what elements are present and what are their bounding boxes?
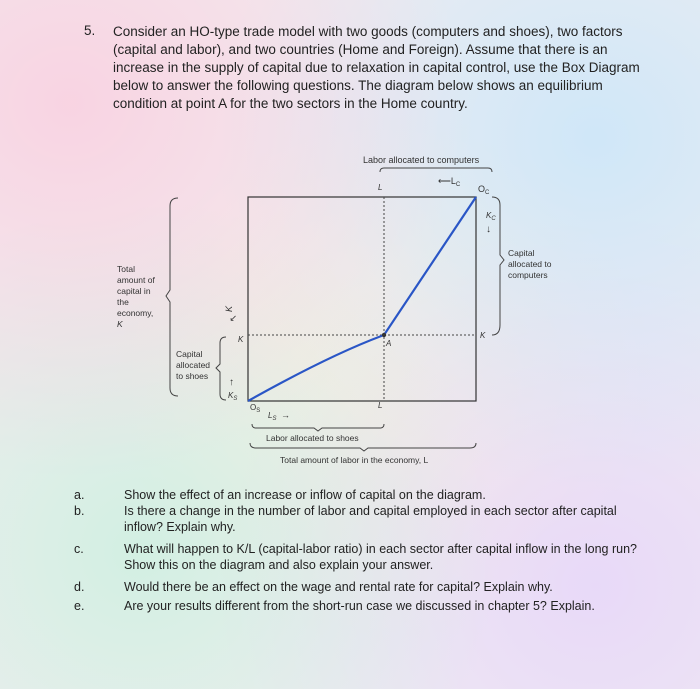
point-A <box>382 333 386 337</box>
Oc-label: $O_C$ <box>478 184 490 196</box>
top-bracket <box>380 168 492 172</box>
K-axis-rotated-label: K <box>224 305 234 312</box>
capital-to-computers-line2: allocated to <box>508 259 552 269</box>
question-text: Consider an HO-type trade model with two goods (computers and shoes), two factors (capital and labor), and two countries (Home and Foreign). Assume that there is an increase in the supply of capital due to relaxation in capital control, use the Box Diagram below to answer the following questions. The diagram below shows an equilibrium condition at point A for the two sectors in the Home country. <box>113 24 640 111</box>
subquestion-b-letter: b. <box>74 504 85 518</box>
question-number: 5. <box>84 23 96 38</box>
total-capital-line5: economy, <box>117 308 154 318</box>
subquestion-c-text: What will happen to K/L (capital-labor ratio) in each sector after capital inflow in the long run? Show this on the diagram and also explain your answer. <box>124 542 638 572</box>
subquestion-e-letter: e. <box>74 599 85 613</box>
Ls-arrow: → <box>281 410 290 420</box>
subquestion-a-letter: a. <box>74 488 85 502</box>
subquestion-a-text: Show the effect of an increase or inflow of capital on the diagram. <box>124 488 486 502</box>
total-capital-line1: Total <box>117 264 135 274</box>
K-axis-arrow: ↖ <box>228 314 238 322</box>
total-labor-label: Total amount of labor in the economy, L <box>280 455 429 465</box>
Kc-arrow: ↓ <box>486 224 491 235</box>
capital-to-shoes-line1: Capital <box>176 349 203 359</box>
capital-to-computers-line1: Capital <box>508 248 535 258</box>
subquestion-b-text: Is there a change in the number of labor and capital employed in each sector after capital inflow? Explain why. <box>124 504 617 534</box>
Ks-label: $K_S$ <box>228 391 238 402</box>
total-capital-line4: the <box>117 297 129 307</box>
capital-to-shoes-line3: to shoes <box>176 371 209 381</box>
K-left-label: K <box>238 335 244 344</box>
total-capital-line3: capital in <box>117 286 151 296</box>
K-right-label: K <box>480 331 486 340</box>
subquestion-e-text: Are your results different from the short-run case we discussed in chapter 5? Explain. <box>124 599 595 613</box>
Ks-arrow: ↑ <box>229 377 234 388</box>
capital-to-computers-line3: computers <box>508 270 548 280</box>
total-capital-line2: amount of <box>117 275 155 285</box>
total-labor-bracket <box>250 443 476 451</box>
L-top-label: L <box>378 183 383 192</box>
subquestion-d-letter: d. <box>74 580 85 594</box>
Kc-label: $K_C$ <box>486 211 496 222</box>
Ls-label: $L_S$ <box>268 411 277 422</box>
total-capital-K: K <box>117 319 123 329</box>
Lc-arrow-label: $⟵L_C$ <box>438 176 461 188</box>
Os-label: $O_S$ <box>250 403 261 414</box>
A-label: A <box>386 339 392 348</box>
shoes-labor-bracket <box>252 424 384 431</box>
box-outline <box>248 197 476 401</box>
L-bottom-label: L <box>378 401 383 410</box>
subquestion-c-letter: c. <box>74 542 84 556</box>
contract-curve <box>248 197 476 401</box>
subquestion-d-text: Would there be an effect on the wage and rental rate for capital? Explain why. <box>124 580 553 594</box>
labor-to-shoes-label: Labor allocated to shoes <box>266 433 359 443</box>
capital-to-shoes-line2: allocated <box>176 360 211 370</box>
shoes-capital-bracket <box>216 337 226 400</box>
labor-to-computers-label: Labor allocated to computers <box>363 155 480 165</box>
